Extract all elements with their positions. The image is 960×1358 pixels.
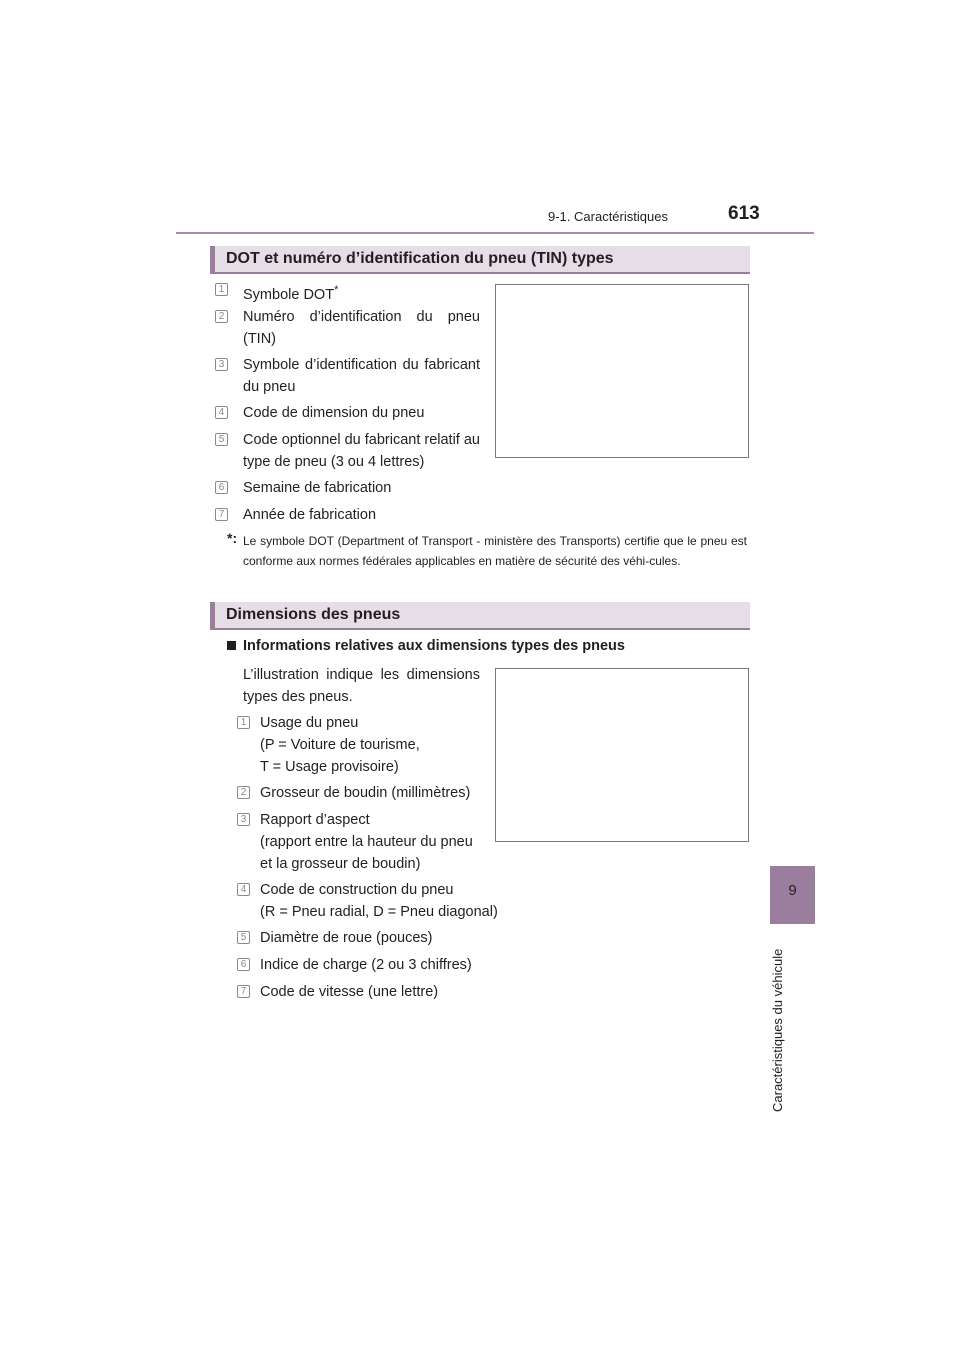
callout-number: 5 <box>215 433 228 446</box>
section-heading-dot-tin <box>210 246 750 274</box>
callout-number: 3 <box>237 813 250 826</box>
callout-number: 6 <box>237 958 250 971</box>
callout-number: 2 <box>237 786 250 799</box>
illustration-dot-tin <box>495 284 749 458</box>
list-item <box>260 712 420 778</box>
list-item-line: Code de vitesse (une lettre) <box>260 984 439 1000</box>
callout-number: 7 <box>237 985 250 998</box>
intro-paragraph: L’illustration indique les dimensions types des pneus. <box>243 667 480 705</box>
list-item <box>243 279 338 306</box>
callout-number: 1 <box>237 716 250 729</box>
callout-number: 4 <box>237 883 250 896</box>
list-item <box>260 809 473 875</box>
chapter-tab-label: Caractéristiques du véhicule <box>770 948 785 1112</box>
list-item-line: (P = Voiture de tourisme, <box>260 737 420 753</box>
list-item: Symbole d’identification du fabricant du pneu <box>243 357 480 395</box>
list-item-line: Usage du pneu <box>260 715 359 731</box>
footnote-mark: *: <box>227 530 238 546</box>
list-item-line: Indice de charge (2 ou 3 chiffres) <box>260 957 472 973</box>
page-number: 613 <box>728 203 760 224</box>
list-item: Code de dimension du pneu <box>243 405 425 421</box>
section-heading-tire-dimensions <box>210 602 750 630</box>
footnote-marker: * <box>334 284 339 296</box>
list-item <box>260 927 432 949</box>
list-item-line: T = Usage provisoire) <box>260 759 399 775</box>
illustration-tire-size <box>495 668 749 842</box>
list-item <box>260 954 472 976</box>
list-item-line: Rapport d’aspect <box>260 812 370 828</box>
list-item-line: Code de construction du pneu <box>260 882 454 898</box>
callout-number: 1 <box>215 283 228 296</box>
callout-number: 4 <box>215 406 228 419</box>
callout-number: 3 <box>215 358 228 371</box>
list-item-line: (rapport entre la hauteur du pneu <box>260 834 473 850</box>
callout-number: 7 <box>215 508 228 521</box>
list-item-line: Diamètre de roue (pouces) <box>260 930 433 946</box>
list-item <box>260 879 498 923</box>
list-item-line: Grosseur de boudin (millimètres) <box>260 785 471 801</box>
list-item-line: et la grosseur de boudin) <box>260 856 421 872</box>
footnote-text: Le symbole DOT (Department of Transport - ministère des Transports) certifie que le pneu est conforme aux normes fédérales applicables en matière de sécurité des véhi-cules. <box>243 534 747 568</box>
list-item-text: Symbole DOT <box>243 286 335 303</box>
chapter-tab-number: 9 <box>788 882 797 899</box>
list-item: Semaine de fabrication <box>243 480 392 496</box>
subheading: Informations relatives aux dimensions types des pneus <box>243 638 625 654</box>
square-bullet <box>227 641 236 650</box>
chapter-tab-label-container <box>768 932 792 1112</box>
list-item <box>260 782 470 804</box>
header-rule <box>176 232 814 234</box>
list-item <box>260 981 438 1003</box>
callout-number: 6 <box>215 481 228 494</box>
list-item-line: (R = Pneu radial, D = Pneu diagonal) <box>260 904 498 920</box>
list-item: Code optionnel du fabricant relatif au type de pneu (3 ou 4 lettres) <box>243 432 480 470</box>
list-item: Numéro d’identification du pneu (TIN) <box>243 309 480 347</box>
section-heading-text: Dimensions des pneus <box>226 606 401 623</box>
callout-number: 5 <box>237 931 250 944</box>
list-item: Année de fabrication <box>243 507 377 523</box>
running-header-section: 9-1. Caractéristiques <box>548 209 668 224</box>
section-heading-text: DOT et numéro d’identification du pneu (TIN) types <box>226 250 614 267</box>
callout-number: 2 <box>215 310 228 323</box>
